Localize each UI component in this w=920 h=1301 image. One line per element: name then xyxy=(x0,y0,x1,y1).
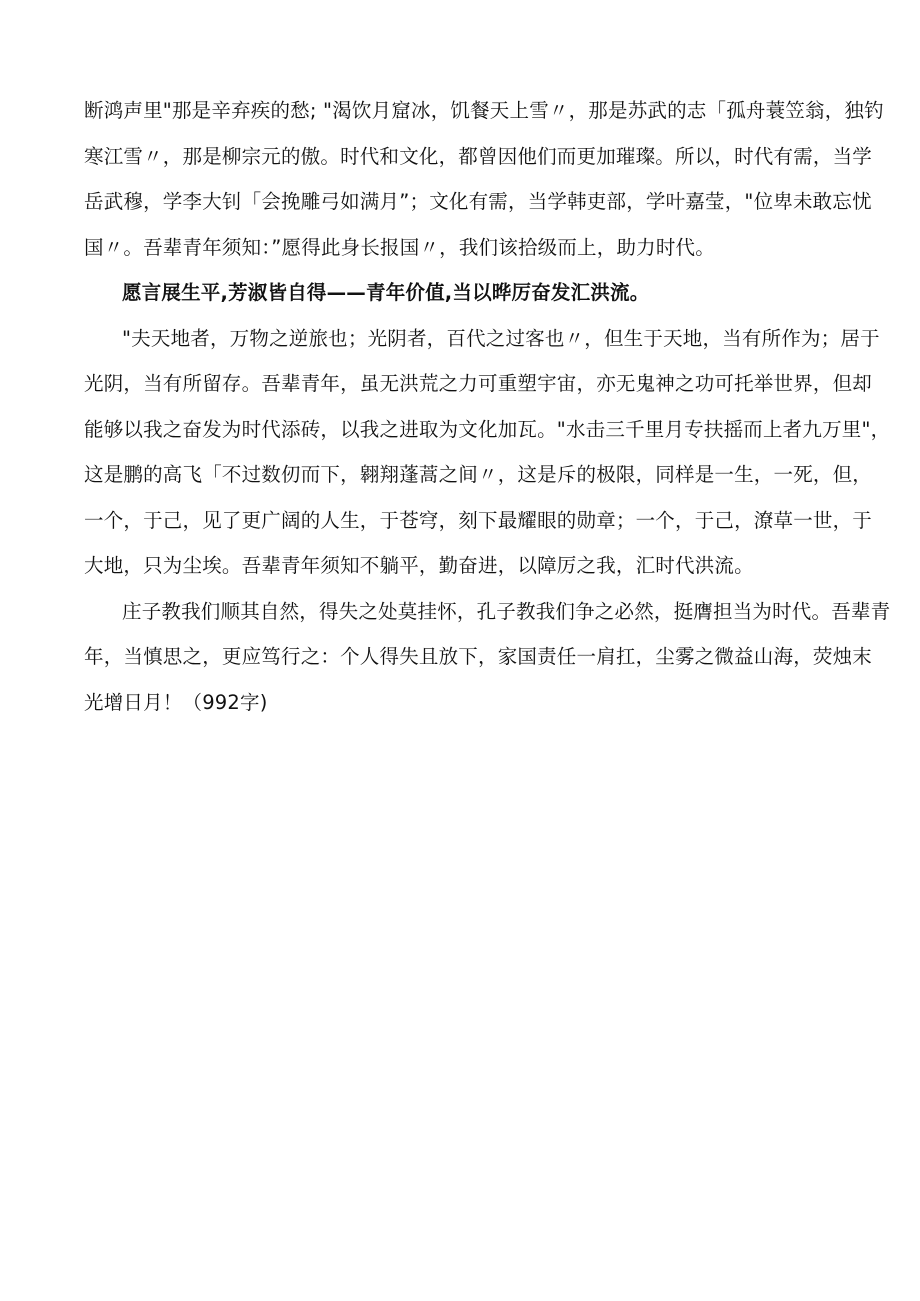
text-line: 年，当慎思之，更应笃行之：个人得失且放下，家国责任一肩扛，尘雾之微益山海，荧烛末 xyxy=(84,645,873,668)
paragraph xyxy=(84,589,891,726)
text-line: 岳武穆，学李大钊「会挽雕弓如满月”；文化有需，当学韩吏部，学叶嘉莹，"位卑未敢忘忧 xyxy=(84,190,872,213)
text-line: 大地，只为尘埃。吾辈青年须知不躺平，勤奋进，以障厉之我，汇时代洪流。 xyxy=(84,554,754,577)
paragraph xyxy=(84,88,884,270)
essay-body xyxy=(84,88,891,725)
section-heading xyxy=(84,270,836,316)
text-line: 这是鹏的高飞「不过数仞而下，翱翔蓬蒿之间〃，这是斥的极限，同样是一生，一死，但， xyxy=(84,463,873,486)
text-line: 能够以我之奋发为时代添砖，以我之进取为文化加瓦。"水击三千里月专扶摇而上者九万里"， xyxy=(84,417,891,441)
text-line: 寒江雪〃，那是柳宗元的傲。时代和文化，都曾因他们而更加璀璨。所以，时代有需，当学 xyxy=(84,144,873,168)
text-line: 国〃。吾辈青年须知：”愿得此身长报国〃，我们该拾级而上，助力时代。 xyxy=(84,235,715,259)
text-line: 光阴，当有所留存。吾辈青年，虽无洪荒之力可重塑宇宙，亦无鬼神之功可托举世界，但却 xyxy=(84,372,873,395)
text-line: "夫天地者，万物之逆旅也；光阴者，百代之过客也〃，但生于天地，当有所作为；居于 xyxy=(122,326,880,350)
text-line: 光增日月！（992字) xyxy=(84,690,268,714)
text-line: 断鸿声里"那是辛弃疾的愁; "渴饮月窟冰，饥餐天上雪〃，那是苏武的志「孤舟蓑笠翁，独钓 xyxy=(84,99,884,122)
text-line: 庄子教我们顺其自然，得失之处莫挂怀，孔子教我们争之必然，挺膺担当为时代。吾辈青 xyxy=(122,599,891,623)
text-line: 一个，于己，见了更广阔的人生，于苍穹，刻下最耀眼的勋章；一个，于己，潦草一世，于 xyxy=(84,508,873,532)
heading-text: 愿言展生平,芳淑皆自得——青年价值,当以晔厉奋发汇洪流。 xyxy=(122,281,650,304)
paragraph xyxy=(84,316,891,589)
